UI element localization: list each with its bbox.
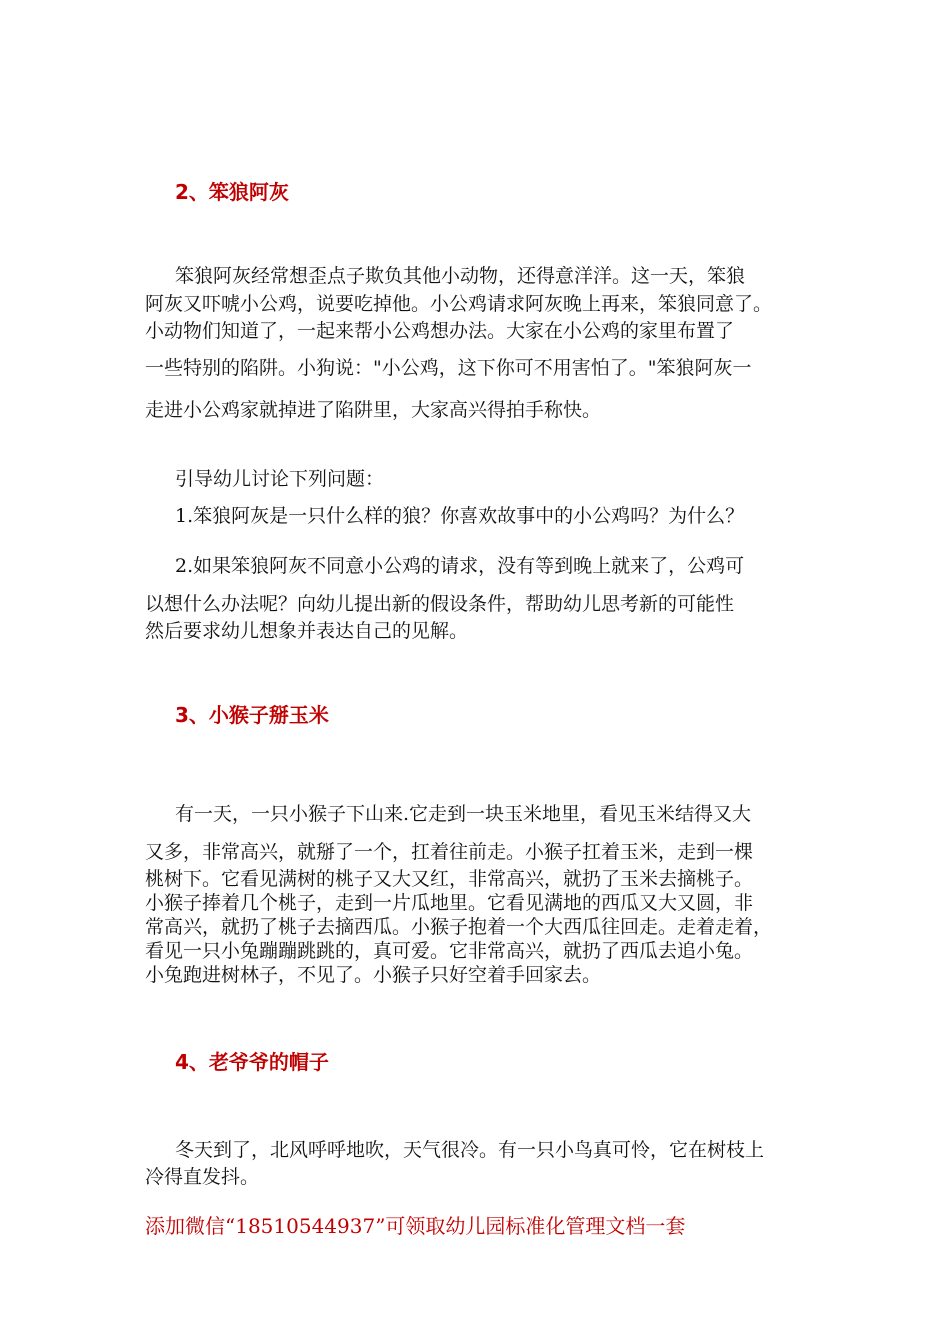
paragraph-line: 一些特别的陷阱。小狗说："小公鸡，这下你可不用害怕了。"笨狼阿灰一 xyxy=(145,357,752,379)
question-line: 2.如果笨狼阿灰不同意小公鸡的请求，没有等到晚上就来了，公鸡可 xyxy=(175,555,745,577)
paragraph-line: 看见一只小兔蹦蹦跳跳的，真可爱。它非常高兴，就扔了西瓜去追小兔。 xyxy=(145,940,754,962)
paragraph-line: 又多，非常高兴，就掰了一个，扛着往前走。小猴子扛着玉米，走到一棵 xyxy=(145,841,754,863)
paragraph-line: 桃树下。它看见满树的桃子又大又红，非常高兴，就扔了玉米去摘桃子。 xyxy=(145,868,754,890)
paragraph-line: 小动物们知道了，一起来帮小公鸡想办法。大家在小公鸡的家里布置了 xyxy=(145,320,735,342)
paragraph-line: 常高兴，就扔了桃子去摘西瓜。小猴子抱着一个大西瓜往回走。走着走着， xyxy=(145,916,773,938)
paragraph-line: 阿灰又吓唬小公鸡，说要吃掉他。小公鸡请求阿灰晚上再来，笨狼同意了。 xyxy=(145,293,773,315)
question-text: 1.笨狼阿灰是一只什么样的狼？你喜欢故事中的小公鸡吗？为什么？ xyxy=(175,505,745,527)
discussion-question-1 xyxy=(145,503,810,530)
story-paragraph-4 xyxy=(145,1137,810,1191)
story-paragraph-2 xyxy=(145,263,810,425)
discussion-intro xyxy=(145,466,810,493)
section-heading-2: 2、笨狼阿灰 xyxy=(175,180,289,204)
question-line: 然后要求幼儿想象并表达自己的见解。 xyxy=(145,620,469,642)
question-line: 以想什么办法呢？向幼儿提出新的假设条件，帮助幼儿思考新的可能性 xyxy=(145,593,735,615)
paragraph-line: 有一天，一只小猴子下山来.它走到一块玉米地里，看见玉米结得又大 xyxy=(175,803,752,825)
section-heading-3: 3、小猴子掰玉米 xyxy=(175,703,329,727)
section-heading-4: 4、老爷爷的帽子 xyxy=(175,1050,329,1074)
story-paragraph-3 xyxy=(145,801,810,989)
promo-text: 添加微信“18510544937”可领取幼儿园标准化管理文档一套 xyxy=(145,1214,686,1238)
paragraph-line: 冬天到了，北风呼呼地吹，天气很冷。有一只小鸟真可怜，它在树枝上 xyxy=(175,1139,765,1161)
discussion-question-2 xyxy=(145,553,810,646)
paragraph-line: 小兔跑进树林子，不见了。小猴子只好空着手回家去。 xyxy=(145,964,602,986)
paragraph-line: 笨狼阿灰经常想歪点子欺负其他小动物，还得意洋洋。这一天，笨狼 xyxy=(175,265,746,287)
paragraph-line: 走进小公鸡家就掉进了陷阱里，大家高兴得拍手称快。 xyxy=(145,399,602,421)
discussion-intro-text: 引导幼儿讨论下列问题： xyxy=(175,468,385,490)
paragraph-line: 小猴子捧着几个桃子，走到一片瓜地里。它看见满地的西瓜又大又圆，非 xyxy=(145,892,754,914)
paragraph-line: 冷得直发抖。 xyxy=(145,1166,260,1188)
